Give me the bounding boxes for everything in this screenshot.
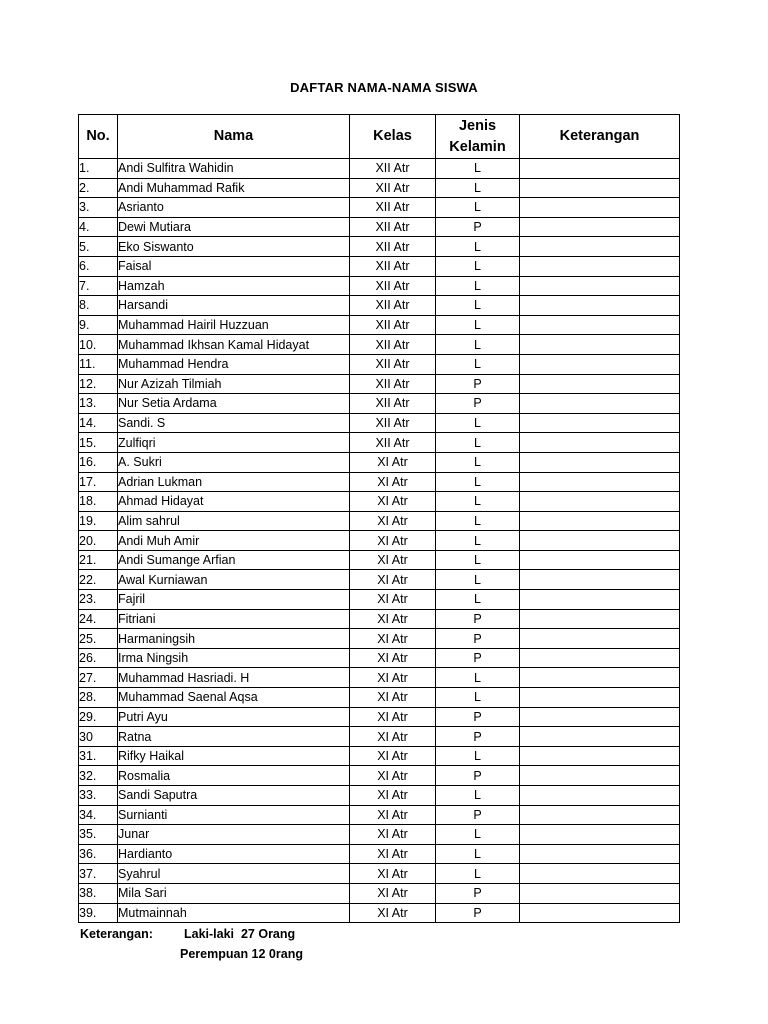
student-name: Eko Siswanto — [118, 237, 350, 257]
student-class: XI Atr — [350, 472, 436, 492]
student-name: Rifky Haikal — [118, 746, 350, 766]
student-class: XI Atr — [350, 452, 436, 472]
student-note — [520, 217, 680, 237]
student-note — [520, 492, 680, 512]
student-name: Muhammad Ikhsan Kamal Hidayat — [118, 335, 350, 355]
footer-perempuan: Perempuan 12 0rang — [180, 947, 303, 961]
row-number: 13. — [79, 394, 118, 414]
table-row — [79, 864, 680, 884]
student-note — [520, 256, 680, 276]
student-class: XII Atr — [350, 433, 436, 453]
table-row — [79, 903, 680, 923]
student-class: XII Atr — [350, 217, 436, 237]
student-note — [520, 844, 680, 864]
student-note — [520, 394, 680, 414]
student-class: XI Atr — [350, 570, 436, 590]
student-class: XI Atr — [350, 511, 436, 531]
row-number: 20. — [79, 531, 118, 551]
student-gender: L — [436, 825, 520, 845]
table-row — [79, 668, 680, 688]
student-class: XII Atr — [350, 159, 436, 179]
student-gender: L — [436, 472, 520, 492]
row-number: 6. — [79, 256, 118, 276]
row-number: 26. — [79, 648, 118, 668]
student-name: Muhammad Hairil Huzzuan — [118, 315, 350, 335]
student-gender: L — [436, 354, 520, 374]
student-note — [520, 550, 680, 570]
header-jenis-kelamin-line1: Jenis — [458, 117, 497, 134]
student-name: Nur Azizah Tilmiah — [118, 374, 350, 394]
row-number: 32. — [79, 766, 118, 786]
table-row — [79, 570, 680, 590]
student-note — [520, 413, 680, 433]
student-table — [78, 114, 680, 923]
student-name: Sandi. S — [118, 413, 350, 433]
student-note — [520, 531, 680, 551]
student-class: XII Atr — [350, 413, 436, 433]
row-number: 35. — [79, 825, 118, 845]
table-row — [79, 550, 680, 570]
student-gender: P — [436, 648, 520, 668]
header-keterangan: Keterangan — [520, 115, 680, 159]
student-name: Asrianto — [118, 198, 350, 218]
student-gender: P — [436, 374, 520, 394]
student-note — [520, 883, 680, 903]
student-gender: L — [436, 844, 520, 864]
student-name: Harmaningsih — [118, 629, 350, 649]
row-number: 15. — [79, 433, 118, 453]
student-class: XII Atr — [350, 374, 436, 394]
student-class: XII Atr — [350, 178, 436, 198]
student-note — [520, 276, 680, 296]
student-class: XI Atr — [350, 727, 436, 747]
student-name: Junar — [118, 825, 350, 845]
student-gender: L — [436, 511, 520, 531]
student-gender: L — [436, 178, 520, 198]
student-class: XI Atr — [350, 688, 436, 708]
student-class: XI Atr — [350, 805, 436, 825]
table-row — [79, 256, 680, 276]
student-note — [520, 864, 680, 884]
student-name: Hamzah — [118, 276, 350, 296]
table-row — [79, 354, 680, 374]
student-name: Alim sahrul — [118, 511, 350, 531]
table-row — [79, 413, 680, 433]
footer-perempuan-line — [180, 947, 303, 961]
row-number: 9. — [79, 315, 118, 335]
student-class: XI Atr — [350, 844, 436, 864]
student-note — [520, 786, 680, 806]
student-name: A. Sukri — [118, 452, 350, 472]
table-row — [79, 883, 680, 903]
student-class: XI Atr — [350, 668, 436, 688]
student-class: XII Atr — [350, 256, 436, 276]
row-number: 18. — [79, 492, 118, 512]
student-note — [520, 511, 680, 531]
student-note — [520, 354, 680, 374]
student-note — [520, 590, 680, 610]
student-class: XI Atr — [350, 648, 436, 668]
student-gender: L — [436, 531, 520, 551]
student-name: Faisal — [118, 256, 350, 276]
student-note — [520, 688, 680, 708]
student-gender: P — [436, 727, 520, 747]
row-number: 16. — [79, 452, 118, 472]
student-gender: P — [436, 217, 520, 237]
header-jenis-kelamin — [436, 115, 520, 159]
row-number: 4. — [79, 217, 118, 237]
student-note — [520, 570, 680, 590]
student-gender: L — [436, 198, 520, 218]
table-row — [79, 805, 680, 825]
row-number: 5. — [79, 237, 118, 257]
row-number: 12. — [79, 374, 118, 394]
table-row — [79, 531, 680, 551]
student-gender: L — [436, 159, 520, 179]
student-note — [520, 805, 680, 825]
student-note — [520, 668, 680, 688]
table-row — [79, 178, 680, 198]
student-class: XII Atr — [350, 394, 436, 414]
row-number: 1. — [79, 159, 118, 179]
student-gender: L — [436, 452, 520, 472]
student-note — [520, 237, 680, 257]
student-gender: L — [436, 335, 520, 355]
student-name: Zulfiqri — [118, 433, 350, 453]
student-class: XII Atr — [350, 315, 436, 335]
student-name: Adrian Lukman — [118, 472, 350, 492]
table-row — [79, 648, 680, 668]
student-note — [520, 315, 680, 335]
student-name: Hardianto — [118, 844, 350, 864]
table-body — [79, 159, 680, 923]
student-note — [520, 825, 680, 845]
student-class: XII Atr — [350, 198, 436, 218]
student-name: Syahrul — [118, 864, 350, 884]
student-class: XI Atr — [350, 825, 436, 845]
row-number: 8. — [79, 296, 118, 316]
table-row — [79, 707, 680, 727]
row-number: 24. — [79, 609, 118, 629]
student-gender: L — [436, 315, 520, 335]
table-row — [79, 511, 680, 531]
row-number: 27. — [79, 668, 118, 688]
student-name: Andi Sulfitra Wahidin — [118, 159, 350, 179]
student-name: Andi Muhammad Rafik — [118, 178, 350, 198]
table-row — [79, 159, 680, 179]
table-row — [79, 492, 680, 512]
table-row — [79, 452, 680, 472]
student-name: Muhammad Saenal Aqsa — [118, 688, 350, 708]
student-class: XI Atr — [350, 883, 436, 903]
student-gender: P — [436, 766, 520, 786]
student-gender: P — [436, 805, 520, 825]
student-note — [520, 452, 680, 472]
row-number: 39. — [79, 903, 118, 923]
student-name: Andi Sumange Arfian — [118, 550, 350, 570]
row-number: 10. — [79, 335, 118, 355]
table-row — [79, 335, 680, 355]
student-name: Surnianti — [118, 805, 350, 825]
header-jenis-kelamin-line2: Kelamin — [449, 138, 506, 155]
student-class: XI Atr — [350, 550, 436, 570]
student-note — [520, 335, 680, 355]
row-number: 30 — [79, 727, 118, 747]
table-row — [79, 786, 680, 806]
student-class: XII Atr — [350, 296, 436, 316]
header-kelas: Kelas — [350, 115, 436, 159]
student-name: Irma Ningsih — [118, 648, 350, 668]
student-class: XI Atr — [350, 531, 436, 551]
student-gender: L — [436, 864, 520, 884]
table-row — [79, 766, 680, 786]
student-name: Mutmainnah — [118, 903, 350, 923]
table-row — [79, 433, 680, 453]
student-note — [520, 648, 680, 668]
header-nama: Nama — [118, 115, 350, 159]
row-number: 17. — [79, 472, 118, 492]
student-class: XII Atr — [350, 335, 436, 355]
student-name: Putri Ayu — [118, 707, 350, 727]
student-gender: P — [436, 609, 520, 629]
student-gender: L — [436, 256, 520, 276]
table-row — [79, 727, 680, 747]
row-number: 31. — [79, 746, 118, 766]
row-number: 14. — [79, 413, 118, 433]
row-number: 37. — [79, 864, 118, 884]
student-gender: L — [436, 668, 520, 688]
student-note — [520, 198, 680, 218]
table-row — [79, 844, 680, 864]
student-name: Ahmad Hidayat — [118, 492, 350, 512]
student-class: XI Atr — [350, 492, 436, 512]
student-note — [520, 746, 680, 766]
student-class: XI Atr — [350, 629, 436, 649]
row-number: 7. — [79, 276, 118, 296]
row-number: 36. — [79, 844, 118, 864]
student-class: XII Atr — [350, 354, 436, 374]
table-row — [79, 609, 680, 629]
table-header-row — [79, 115, 680, 159]
student-note — [520, 609, 680, 629]
student-note — [520, 707, 680, 727]
footer-laki-laki: Laki-laki 27 Orang — [184, 927, 296, 941]
row-number: 34. — [79, 805, 118, 825]
table-row — [79, 746, 680, 766]
student-class: XII Atr — [350, 276, 436, 296]
student-name: Mila Sari — [118, 883, 350, 903]
row-number: 25. — [79, 629, 118, 649]
footer-summary — [80, 927, 295, 941]
row-number: 19. — [79, 511, 118, 531]
row-number: 3. — [79, 198, 118, 218]
student-name: Sandi Saputra — [118, 786, 350, 806]
student-note — [520, 159, 680, 179]
student-gender: L — [436, 550, 520, 570]
table-row — [79, 276, 680, 296]
page-title: DAFTAR NAMA-NAMA SISWA — [290, 80, 478, 95]
student-gender: P — [436, 629, 520, 649]
student-name: Muhammad Hendra — [118, 354, 350, 374]
student-class: XI Atr — [350, 864, 436, 884]
student-name: Andi Muh Amir — [118, 531, 350, 551]
student-gender: L — [436, 237, 520, 257]
table-row — [79, 472, 680, 492]
student-gender: L — [436, 590, 520, 610]
table-row — [79, 237, 680, 257]
student-note — [520, 629, 680, 649]
row-number: 2. — [79, 178, 118, 198]
student-name: Nur Setia Ardama — [118, 394, 350, 414]
student-class: XI Atr — [350, 746, 436, 766]
table-row — [79, 315, 680, 335]
student-gender: L — [436, 276, 520, 296]
student-name: Dewi Mutiara — [118, 217, 350, 237]
row-number: 28. — [79, 688, 118, 708]
student-note — [520, 296, 680, 316]
student-gender: L — [436, 296, 520, 316]
student-class: XI Atr — [350, 590, 436, 610]
student-note — [520, 472, 680, 492]
table-row — [79, 825, 680, 845]
student-name: Muhammad Hasriadi. H — [118, 668, 350, 688]
student-note — [520, 374, 680, 394]
student-gender: L — [436, 570, 520, 590]
table-row — [79, 296, 680, 316]
student-note — [520, 433, 680, 453]
student-gender: P — [436, 707, 520, 727]
student-gender: L — [436, 492, 520, 512]
student-note — [520, 178, 680, 198]
student-name: Fajril — [118, 590, 350, 610]
row-number: 33. — [79, 786, 118, 806]
student-gender: L — [436, 413, 520, 433]
row-number: 23. — [79, 590, 118, 610]
header-no: No. — [79, 115, 118, 159]
student-gender: L — [436, 786, 520, 806]
table-row — [79, 374, 680, 394]
student-gender: L — [436, 688, 520, 708]
student-name: Rosmalia — [118, 766, 350, 786]
row-number: 11. — [79, 354, 118, 374]
table-row — [79, 629, 680, 649]
footer-label: Keterangan: — [80, 927, 153, 941]
student-note — [520, 727, 680, 747]
student-gender: P — [436, 903, 520, 923]
student-name: Fitriani — [118, 609, 350, 629]
table-row — [79, 217, 680, 237]
student-name: Awal Kurniawan — [118, 570, 350, 590]
table-row — [79, 198, 680, 218]
student-name: Harsandi — [118, 296, 350, 316]
row-number: 21. — [79, 550, 118, 570]
student-note — [520, 766, 680, 786]
student-class: XII Atr — [350, 237, 436, 257]
table-row — [79, 394, 680, 414]
student-class: XI Atr — [350, 903, 436, 923]
student-class: XI Atr — [350, 766, 436, 786]
row-number: 38. — [79, 883, 118, 903]
row-number: 22. — [79, 570, 118, 590]
row-number: 29. — [79, 707, 118, 727]
table-row — [79, 688, 680, 708]
student-gender: L — [436, 746, 520, 766]
table-row — [79, 590, 680, 610]
student-class: XI Atr — [350, 786, 436, 806]
student-note — [520, 903, 680, 923]
student-class: XI Atr — [350, 609, 436, 629]
student-class: XI Atr — [350, 707, 436, 727]
student-name: Ratna — [118, 727, 350, 747]
student-gender: P — [436, 394, 520, 414]
student-gender: P — [436, 883, 520, 903]
student-gender: L — [436, 433, 520, 453]
